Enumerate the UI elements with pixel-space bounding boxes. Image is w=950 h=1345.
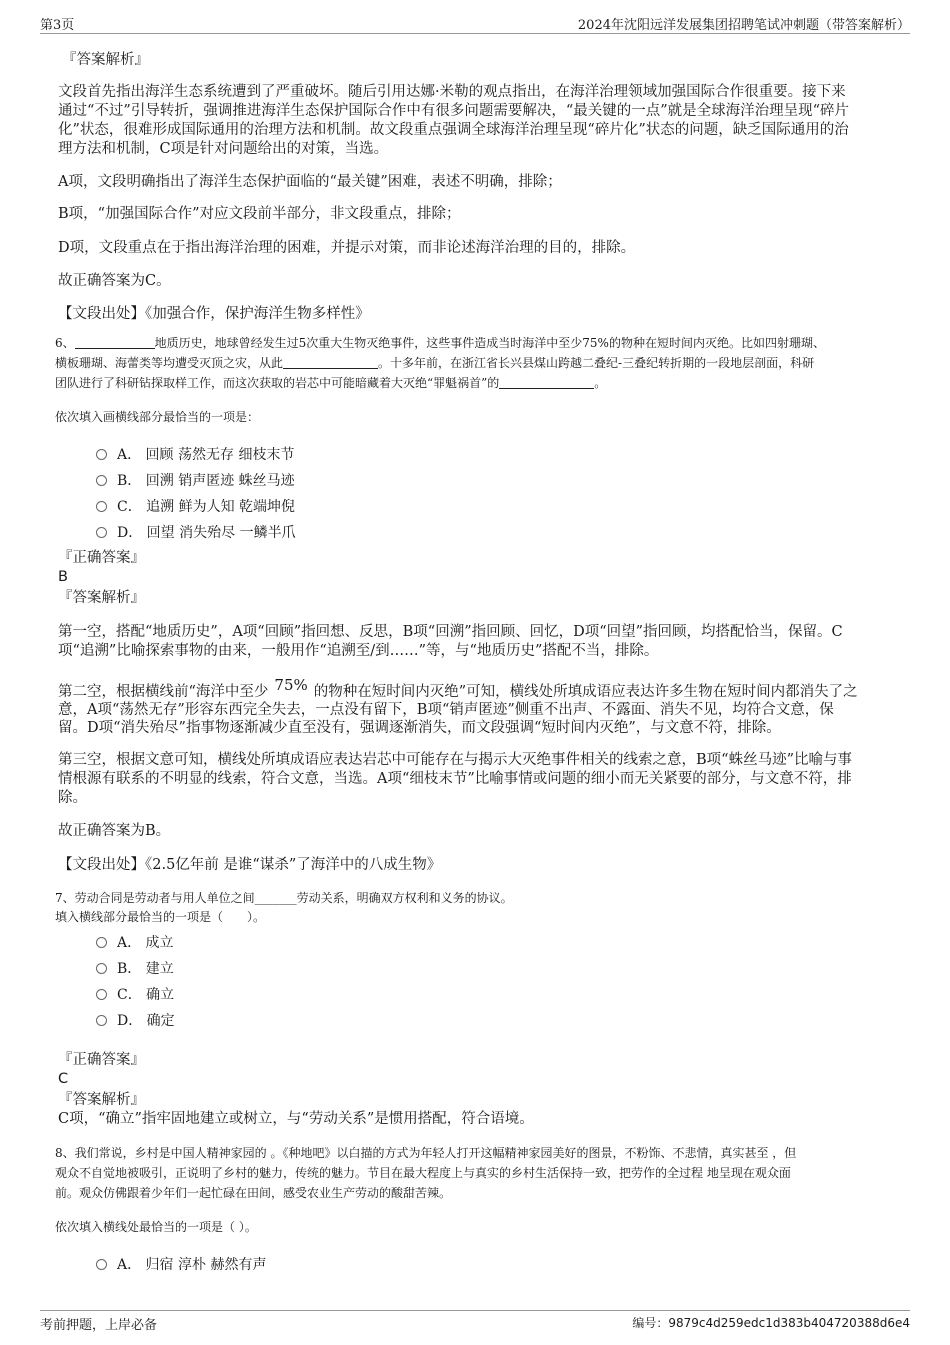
header-divider <box>40 33 910 34</box>
analysis-line: 留。D项“消失殆尽”指事物逐渐减少直至没有，强调逐渐消失，而文段强调“短时间内灭绝”，与文意不符，排除。 <box>58 720 781 736</box>
option-label: C． 追溯 鲜为人知 乾端坤倪 <box>117 499 296 515</box>
analysis-line <box>58 676 858 702</box>
footer-slogan: 考前押题，上岸必备 <box>40 1318 158 1333</box>
option-a-analysis: A项，文段明确指出了海洋生态保护面临的“最关键”困难，表述不明确，排除； <box>58 174 562 190</box>
question-6-line <box>55 334 825 353</box>
text-source: 【文段出处】《加强合作，保护海洋生物多样性》 <box>58 306 370 322</box>
q7-option-b[interactable] <box>96 958 174 978</box>
option-label: B． 建立 <box>117 961 174 977</box>
text-source: 【文段出处】《2.5亿年前 是谁“谋杀”了海洋中的八成生物》 <box>58 857 442 873</box>
analysis-line: 意，A项“荡然无存”形容东西完全失去，一点没有留下，B项“销声匿迹”侧重不出声、不露面、消失不见，均符合文意，保 <box>58 702 834 718</box>
q6-option-a[interactable] <box>96 444 294 464</box>
question-text: 横板珊瑚、海蕾类等均遭受灭顶之灾，从此 <box>55 356 284 370</box>
question-text: 。 <box>594 376 607 390</box>
q6-option-d[interactable] <box>96 522 296 542</box>
analysis-label: 『答案解析』 <box>58 1092 145 1108</box>
question-7-line: 7、劳动合同是劳动者与用人单位之间_______劳动关系，明确双方权利和义务的协议。 <box>55 891 513 905</box>
q7-option-c[interactable] <box>96 984 174 1004</box>
radio-icon[interactable] <box>96 475 107 486</box>
q7-option-a[interactable] <box>96 932 174 952</box>
correct-answer-label: 『正确答案』 <box>58 550 145 566</box>
radio-icon[interactable] <box>96 937 107 948</box>
radio-icon[interactable] <box>96 989 107 1000</box>
question-8-line: 观众不自觉地被吸引，正说明了乡村的魅力，传统的魅力。节目在最大程度上与真实的乡村生活保持一致，把劳作的全过程 地呈现在观众面 <box>55 1166 791 1180</box>
q6-option-b[interactable] <box>96 470 295 490</box>
analysis-text: 第二空，根据横线前“海洋中至少 <box>58 684 269 700</box>
correct-answer-statement: 故正确答案为B。 <box>58 823 171 839</box>
fill-blank <box>75 348 155 349</box>
fill-blank <box>499 388 594 389</box>
question-8-line: 8、我们常说，乡村是中国人精神家园的 。《种地吧》以白描的方式为年轻人打开这幅精神家园美好的图景，不粉饰、不悲情，真实甚至 ，但 <box>55 1146 797 1160</box>
footer-divider <box>40 1310 910 1311</box>
q8-option-a[interactable] <box>96 1254 266 1274</box>
correct-answer-statement: 故正确答案为C。 <box>58 273 171 289</box>
radio-icon[interactable] <box>96 449 107 460</box>
option-d-analysis: D项，文段重点在于指出海洋治理的困难，并提示对策，而非论述海洋治理的目的，排除。 <box>58 240 636 256</box>
analysis-label: 『答案解析』 <box>62 52 149 68</box>
analysis-line: 第三空，根据文意可知，横线处所填成语应表达岩芯中可能存在与揭示大灭绝事件相关的线索之意，B项“蛛丝马迹”比喻与事 <box>58 752 852 768</box>
correct-answer: C <box>58 1071 69 1087</box>
question-8-line: 前。观众仿佛跟着少年们一起忙碌在田间，感受农业生产劳动的酸甜苦辣。 <box>55 1186 452 1200</box>
analysis-line: 除。 <box>58 790 87 806</box>
option-label: D． 确定 <box>117 1013 175 1029</box>
option-b-analysis: B项，“加强国际合作”对应文段前半部分，非文段重点，排除； <box>58 206 461 222</box>
radio-icon[interactable] <box>96 1259 107 1270</box>
question-text: 地质历史，地球曾经发生过5次重大生物灭绝事件，这些事件造成当时海洋中至少75%的物种在短时间内灭绝。比如四射珊瑚、 <box>154 336 825 350</box>
question-prompt: 填入横线部分最恰当的一项是（ ）。 <box>55 910 266 924</box>
radio-icon[interactable] <box>96 963 107 974</box>
correct-answer: B <box>58 569 68 585</box>
fill-blank <box>283 368 378 369</box>
question-6-line <box>55 374 606 393</box>
option-label: A． 成立 <box>117 935 174 951</box>
radio-icon[interactable] <box>96 501 107 512</box>
page-header <box>40 14 910 34</box>
option-label: A． 回顾 荡然无存 细枝末节 <box>117 447 295 463</box>
document-id: 编号：9879c4d259edc1d383b404720388d6e4 <box>632 1316 910 1330</box>
analysis-line: 第一空，搭配“地质历史”，A项“回顾”指回想、反思，B项“回溯”指回顾、回忆，D项“回望”指回顾，均搭配恰当，保留。C <box>58 624 843 640</box>
analysis-text: 的物种在短时间内灭绝”可知，横线处所填成语应表达许多生物在短时间内都消失了之 <box>313 684 858 700</box>
question-prompt: 依次填入横线处最恰当的一项是（ ）。 <box>55 1220 257 1234</box>
analysis-line: 情根源有联系的不明显的线索，符合文意，当选。A项“细枝末节”比喻事情或问题的细小而无关紧要的部分，与文意不符，排 <box>58 771 852 787</box>
correct-answer-label: 『正确答案』 <box>58 1052 145 1068</box>
option-label: B． 回溯 销声匿迹 蛛丝马迹 <box>117 473 295 489</box>
option-label: D． 回望 消失殆尽 一鳞半爪 <box>117 525 296 541</box>
document-title: 2024年沈阳远洋发展集团招聘笔试冲刺题（带答案解析） <box>577 18 910 33</box>
question-number: 6、 <box>55 336 75 350</box>
analysis-line: C项，“确立”指牢固地建立或树立，与“劳动关系”是惯用搭配，符合语境。 <box>58 1111 534 1127</box>
analysis-line: 项“追溯”比喻探索事物的由来，一般用作“追溯至/到……”等，与“地质历史”搭配不当，排除。 <box>58 643 659 659</box>
q7-option-d[interactable] <box>96 1010 175 1030</box>
question-6-line <box>55 354 814 373</box>
option-label: C． 确立 <box>117 987 175 1003</box>
analysis-paragraph-line: 文段首先指出海洋生态系统遭到了严重破坏。随后引用达娜·米勒的观点指出，在海洋治理领域加强国际合作很重要。接下来 <box>58 84 846 100</box>
q6-option-c[interactable] <box>96 496 295 516</box>
analysis-paragraph-line: 理方法和机制，C项是针对问题给出的对策，当选。 <box>58 141 389 157</box>
analysis-paragraph-line: 化”状态，很难形成国际通用的治理方法和机制。故文段重点强调全球海洋治理呈现“碎片化”状态的问题，缺乏国际通用的治 <box>58 122 849 138</box>
percentage-value: 75% <box>274 676 308 694</box>
analysis-paragraph-line: 通过“不过”引导转折，强调推进海洋生态保护国际合作中有很多问题需要解决，“最关键的一点”就是全球海洋治理呈现“碎片 <box>58 103 850 119</box>
option-label: A． 归宿 淳朴 赫然有声 <box>117 1257 267 1273</box>
page-number: 第3页 <box>40 18 75 33</box>
analysis-label: 『答案解析』 <box>58 590 145 606</box>
radio-icon[interactable] <box>96 527 107 538</box>
question-text: 。十多年前，在浙江省长兴县煤山跨越二叠纪-三叠纪转折期的一段地层剖面，科研 <box>378 356 815 370</box>
question-prompt: 依次填入画横线部分最恰当的一项是： <box>55 410 260 424</box>
radio-icon[interactable] <box>96 1015 107 1026</box>
question-text: 团队进行了科研钻探取样工作，而这次获取的岩芯中可能暗藏着大灭绝“罪魁祸首”的 <box>55 376 500 390</box>
